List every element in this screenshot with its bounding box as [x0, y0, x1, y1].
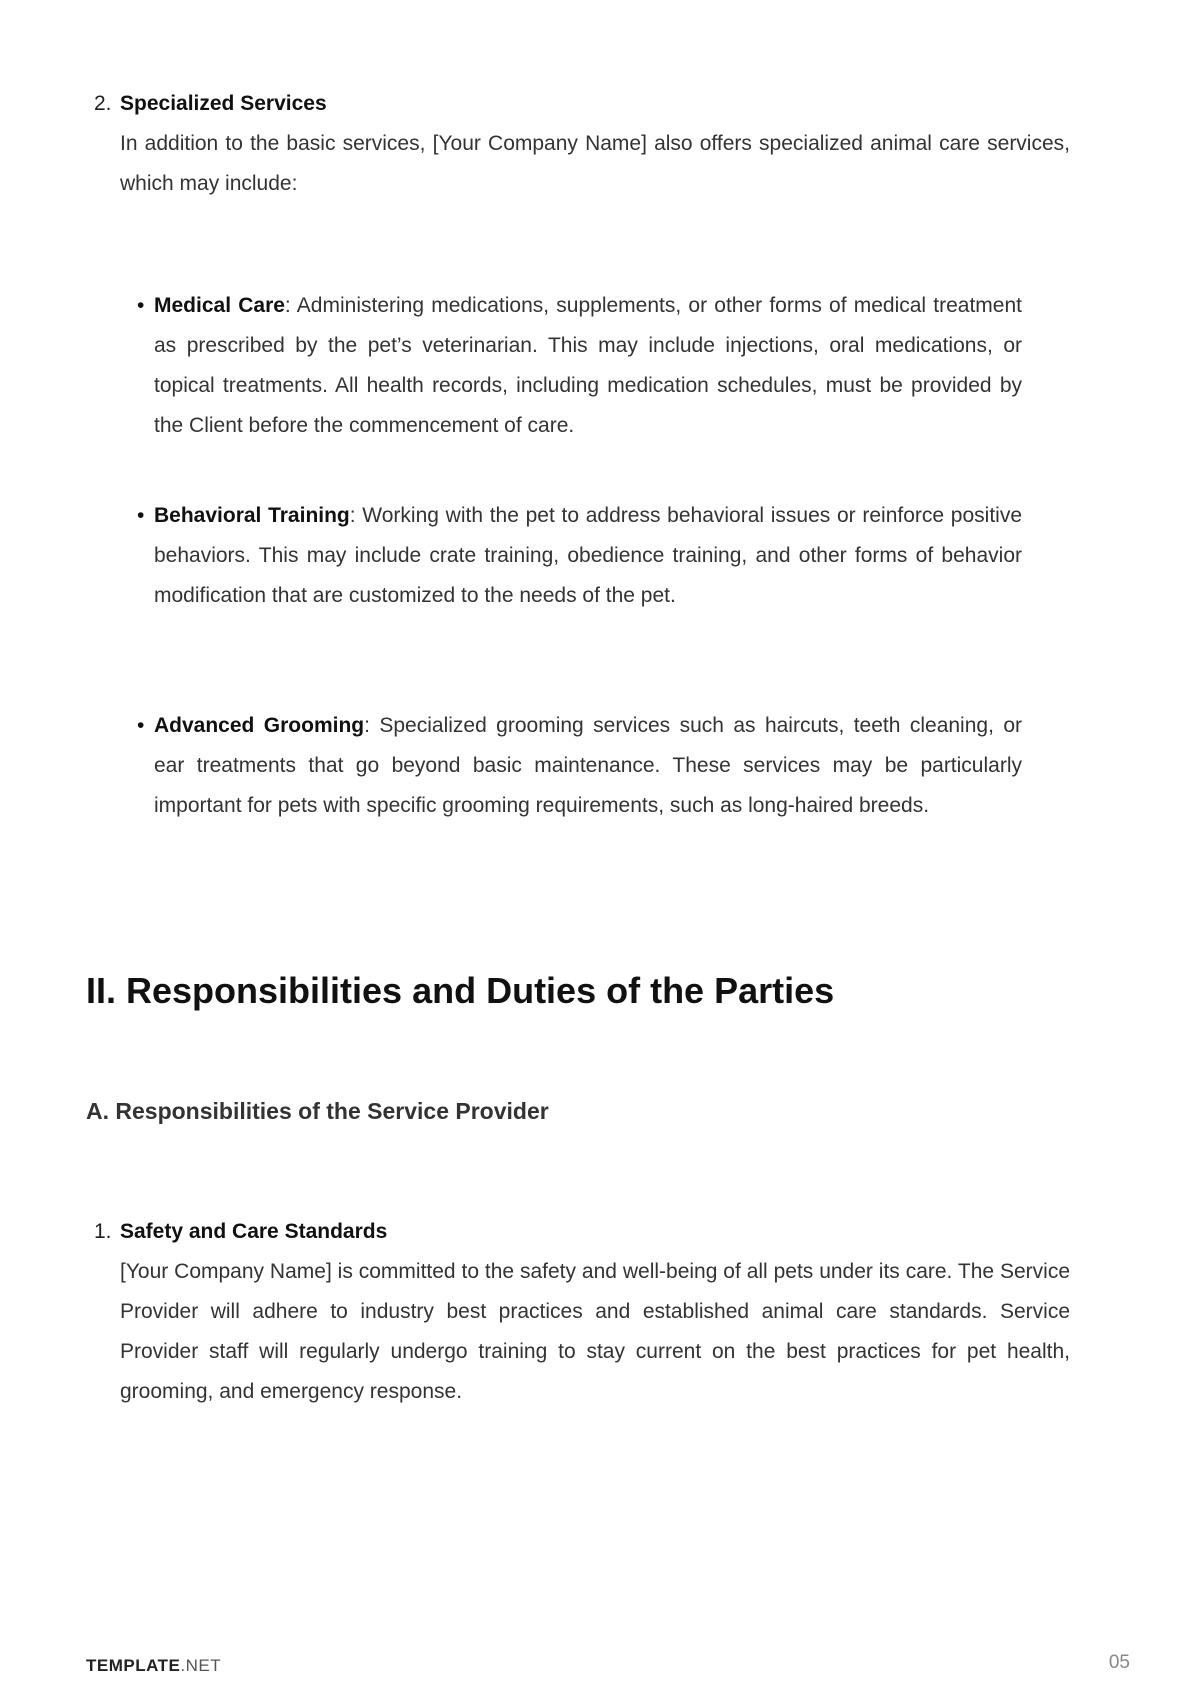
- bullet-text: : Specialized grooming services such as haircuts, teeth cleaning, or ear treatments that go beyond basic maintenance. These services may be particularly important for pets with specific grooming requirements, such as long-haired breeds.: [154, 714, 1022, 817]
- brand-logo-bold: TEMPLATE: [86, 1656, 181, 1675]
- bullet-behavioral-training: [137, 496, 1022, 616]
- safety-standards-item: [94, 1212, 1070, 1412]
- bullet-term: Advanced Grooming: [154, 714, 365, 737]
- item-body: [Your Company Name] is committed to the safety and well-being of all pets under its care. The Service Provider will adhere to industry best practices and established animal care standards. Service Provider staff will regularly undergo training to stay current on the best practices for pet health, grooming, and emergency response.: [120, 1260, 1070, 1403]
- bullet-medical-care: [137, 286, 1022, 446]
- bullet-term: Behavioral Training: [154, 504, 350, 527]
- bullet-text: : Administering medications, supplements, or other forms of medical treatment as prescribed by the pet’s veterinarian. This may include injections, oral medications, or topical treatments. All health records, including medication schedules, must be provided by the Client before the commencement of care.: [154, 294, 1022, 437]
- page-number: 05: [1108, 1652, 1130, 1673]
- bullet-text: : Working with the pet to address behavioral issues or reinforce positive behaviors. This may include crate training, obedience training, and other forms of behavior modification that are customized to the needs of the pet.: [154, 504, 1022, 607]
- list-number: 1.: [94, 1220, 112, 1243]
- item-title: Specialized Services: [120, 92, 327, 115]
- subsection-heading: A. Responsibilities of the Service Provider: [86, 1098, 549, 1124]
- item-title: Safety and Care Standards: [120, 1220, 388, 1243]
- list-number: 2.: [94, 92, 112, 115]
- bullet-dot-icon: •: [137, 714, 145, 737]
- item-body: In addition to the basic services, [Your Company Name] also offers specialized animal care services, which may include:: [120, 132, 1070, 195]
- bullet-advanced-grooming: [137, 706, 1022, 826]
- bullet-term: Medical Care: [154, 294, 285, 317]
- brand-logo: [86, 1656, 221, 1676]
- bullet-dot-icon: •: [137, 294, 145, 317]
- brand-logo-light: .NET: [180, 1656, 222, 1675]
- bullet-dot-icon: •: [137, 504, 145, 527]
- specialized-services-item: [94, 84, 1070, 204]
- section-heading: II. Responsibilities and Duties of the Parties: [86, 970, 835, 1011]
